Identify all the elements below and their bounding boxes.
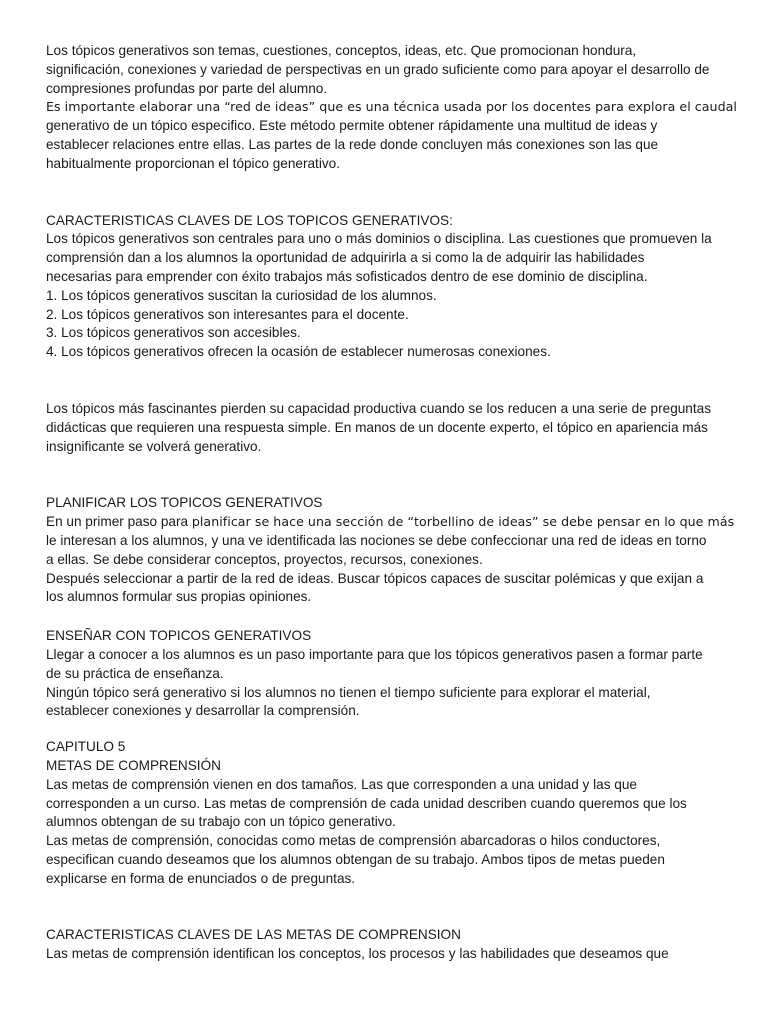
section-topicos-claves <box>46 212 736 362</box>
text-line <box>46 513 736 532</box>
text-line: Es importante elaborar una “red de ideas” que es una técnica usada por los docentes para explora el caudal <box>46 99 737 115</box>
text-line: le interesan a los alumnos, y una ve identificada las nociones se debe confeccionar una red de ideas en torno <box>46 532 707 548</box>
text-line: generativo de un tópico especifico. Este método permite obtener rápidamente una multitud de ideas y <box>46 118 658 134</box>
text-line: didácticas que requieren una respuesta simple. En manos de un docente experto, el tópico en apariencia más <box>46 419 708 435</box>
text-line: alumnos obtengan de su trabajo con un tópico generativo. <box>46 814 396 830</box>
document-page <box>46 42 736 964</box>
section-capitulo-5 <box>46 738 736 888</box>
section-metas-claves <box>46 926 736 964</box>
text-fragment: En un primer paso para <box>46 514 192 530</box>
text-fragment: planificar se hace una sección de “torbellino de ideas” se debe pensar en lo que más <box>191 514 735 530</box>
text-line: Después seleccionar a partir de la red de ideas. Buscar tópicos capaces de suscitar polémicas y que exijan a <box>46 570 704 586</box>
text-line: corresponden a un curso. Las metas de comprensión de cada unidad describen cuando queremos que los <box>46 795 687 811</box>
text-line: Llegar a conocer a los alumnos es un paso importante para que los tópicos generativos pasen a formar parte <box>46 646 703 662</box>
section-planificar <box>46 494 736 607</box>
text-line: Las metas de comprensión identifican los conceptos, los procesos y las habilidades que deseamos que <box>46 946 669 962</box>
section-ensenar <box>46 627 736 721</box>
text-line: insignificante se volverá generativo. <box>46 438 262 454</box>
text-line: habitualmente proporcionan el tópico generativo. <box>46 155 340 171</box>
text-line: especifican cuando deseamos que los alumnos obtengan de su trabajo. Ambos tipos de metas pueden <box>46 851 665 867</box>
text-line: explicarse en forma de enunciados o de preguntas. <box>46 870 356 886</box>
list-item: 2. Los tópicos generativos son interesantes para el docente. <box>46 306 409 322</box>
text-line: comprensión dan a los alumnos la oportunidad de adquirirla a si como la de adquirir las habilidades <box>46 250 645 266</box>
section-heading: ENSEÑAR CON TOPICOS GENERATIVOS <box>46 628 312 644</box>
text-line: necesarias para emprender con éxito trabajos más sofisticados dentro de ese dominio de disciplina. <box>46 268 648 284</box>
text-line: Las metas de comprensión vienen en dos tamaños. Las que corresponden a una unidad y las que <box>46 776 637 792</box>
section-heading: CARACTERISTICAS CLAVES DE LOS TOPICOS GENERATIVOS: <box>46 212 453 228</box>
section-heading: PLANIFICAR LOS TOPICOS GENERATIVOS <box>46 495 323 511</box>
list-item: 1. Los tópicos generativos suscitan la curiosidad de los alumnos. <box>46 287 437 303</box>
text-line: Ningún tópico será generativo si los alumnos no tienen el tiempo suficiente para explorar el material, <box>46 684 651 700</box>
text-line: significación, conexiones y variedad de perspectivas en un grado suficiente como para apoyar el desarrollo de <box>46 61 710 77</box>
text-line: establecer relaciones entre ellas. Las partes de la rede donde concluyen más conexiones son las que <box>46 136 659 152</box>
text-line: establecer conexiones y desarrollar la comprensión. <box>46 703 360 719</box>
list-item: 4. Los tópicos generativos ofrecen la ocasión de establecer numerosas conexiones. <box>46 344 551 360</box>
text-line: Los tópicos generativos son temas, cuestiones, conceptos, ideas, etc. Que promocionan hondura, <box>46 43 637 58</box>
text-line: compresiones profundas por parte del alumno. <box>46 80 328 96</box>
text-line: Los tópicos generativos son centrales para uno o más dominios o disciplina. Las cuestiones que promueven la <box>46 231 712 247</box>
text-line: Los tópicos más fascinantes pierden su capacidad productiva cuando se los reducen a una serie de preguntas <box>46 400 712 416</box>
intro-paragraph <box>46 42 736 174</box>
text-line: de su práctica de enseñanza. <box>46 665 224 681</box>
chapter-number: CAPITULO 5 <box>46 739 126 755</box>
section-heading: CARACTERISTICAS CLAVES DE LAS METAS DE COMPRENSION <box>46 927 461 943</box>
fascinantes-paragraph <box>46 400 736 456</box>
text-line: a ellas. Se debe considerar conceptos, proyectos, recursos, conexiones. <box>46 551 483 567</box>
list-item: 3. Los tópicos generativos son accesibles. <box>46 325 301 341</box>
chapter-title: METAS DE COMPRENSIÓN <box>46 757 221 773</box>
text-line: Las metas de comprensión, conocidas como metas de comprensión abarcadoras o hilos conductores, <box>46 833 661 849</box>
text-line: los alumnos formular sus propias opiniones. <box>46 589 312 605</box>
